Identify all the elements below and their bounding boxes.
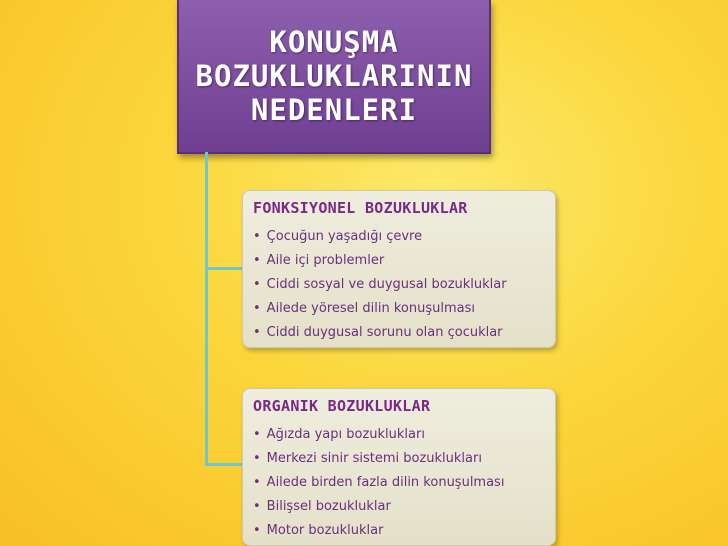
connector-vertical: [205, 152, 208, 466]
list-item: • Ailede yöresel dilin konuşulması: [253, 297, 545, 321]
card-organic-disorders: [242, 388, 556, 546]
card-heading: ORGANIK BOZUKLUKLAR: [253, 397, 431, 415]
list-item: • Ağızda yapı bozuklukları: [253, 423, 545, 447]
card-list: [253, 225, 545, 345]
list-item: • Ciddi duygusal sorunu olan çocuklar: [253, 321, 545, 345]
card-list: [253, 423, 545, 543]
list-item: • Ailede birden fazla dilin konuşulması: [253, 471, 545, 495]
connector-branch-1: [205, 267, 243, 270]
list-item: • Motor bozukluklar: [253, 519, 545, 543]
list-item: • Çocuğun yaşadığı çevre: [253, 225, 545, 249]
card-functional-disorders: [242, 190, 556, 348]
list-item: • Aile içi problemler: [253, 249, 545, 273]
card-heading: FONKSIYONEL BOZUKLUKLAR: [253, 199, 468, 217]
list-item: • Bilişsel bozukluklar: [253, 495, 545, 519]
diagram-title: KONUŞMA BOZUKLUKLARININ NEDENLERI: [195, 25, 473, 127]
list-item: • Ciddi sosyal ve duygusal bozukluklar: [253, 273, 545, 297]
title-box: [177, 0, 491, 154]
connector-branch-2: [205, 463, 243, 466]
list-item: • Merkezi sinir sistemi bozuklukları: [253, 447, 545, 471]
